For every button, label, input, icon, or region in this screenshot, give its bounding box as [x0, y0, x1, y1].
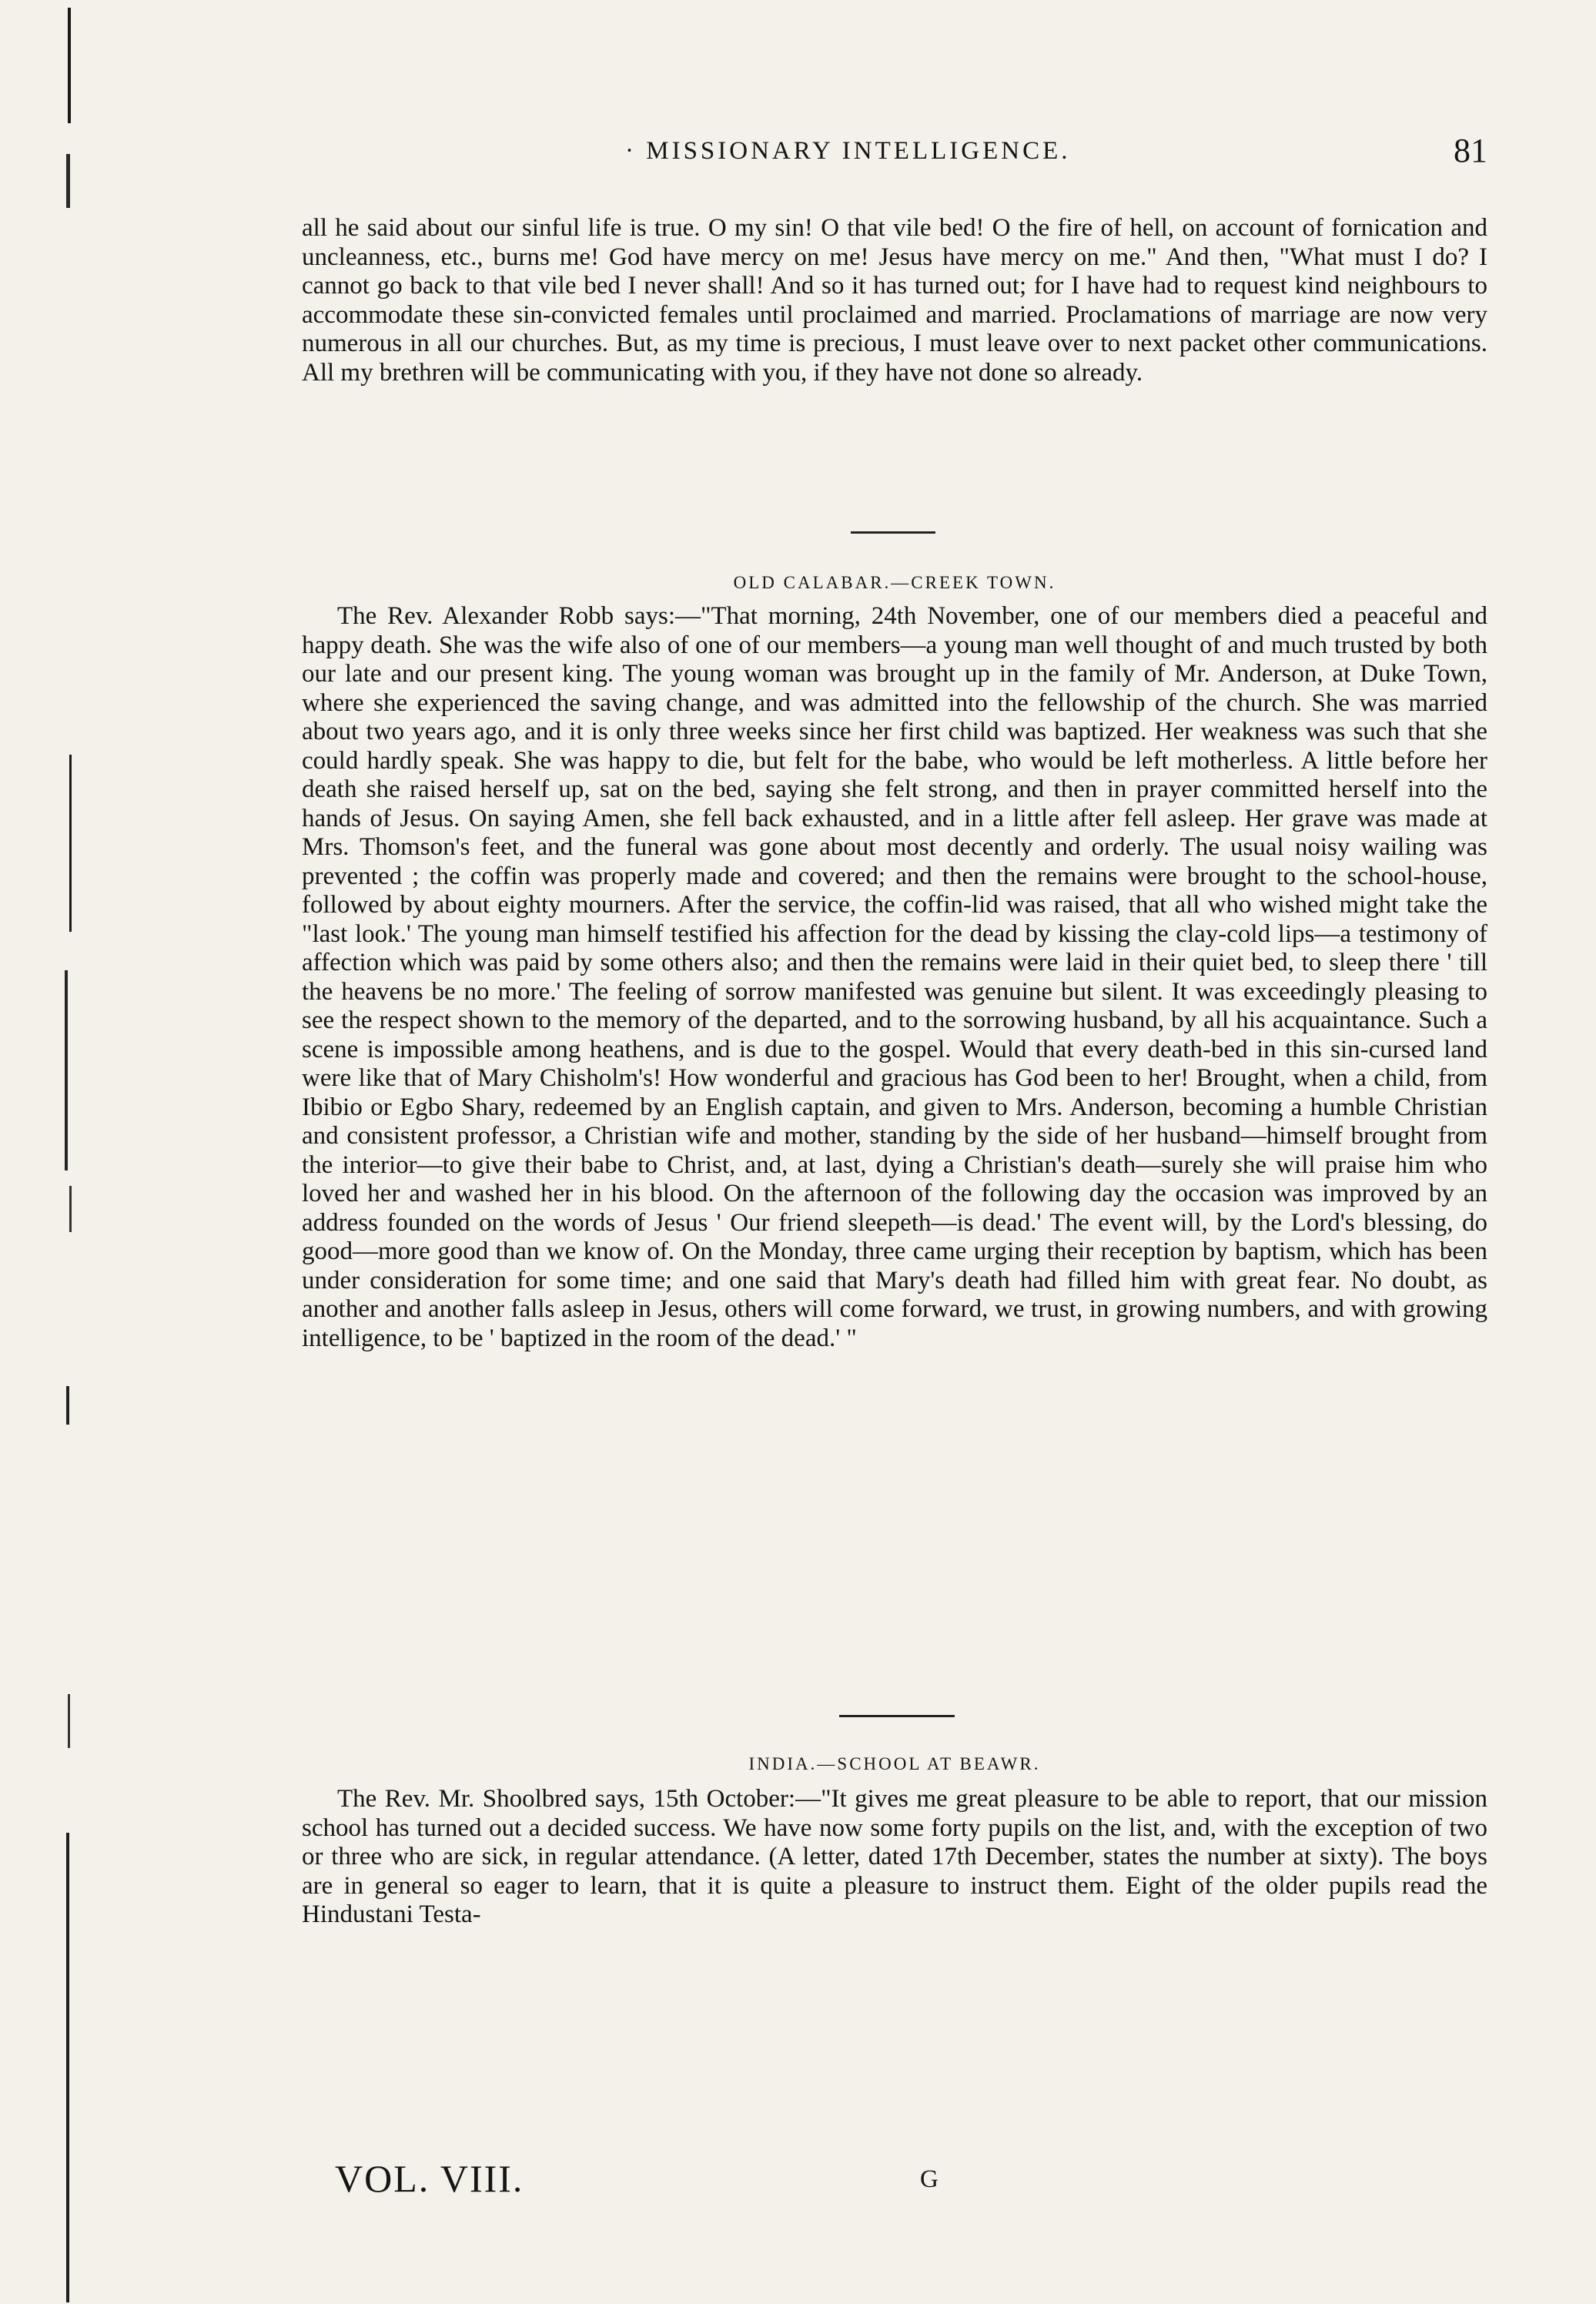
signature-mark: G [920, 2165, 939, 2193]
india-block [302, 1785, 1487, 1930]
section-divider [839, 1715, 955, 1717]
page-footer [0, 2156, 1596, 2218]
section-heading-india: INDIA.—SCHOOL AT BEAWR. [748, 1754, 1041, 1773]
old-calabar-block [302, 602, 1487, 1353]
binding-edge-marks [46, 0, 100, 2304]
section-divider [851, 531, 935, 534]
continuation-block [302, 214, 1487, 387]
volume-label: VOL. VIII. [335, 2157, 524, 2200]
old-calabar-paragraph: The Rev. Alexander Robb says:—"That morning, 24th November, one of our members died a peaceful and happy death. She was the wife also of one of our members—a young man well thought of and much trusted by both our late and our present king. The young woman was brought up in the family of Mr. Anderson, at Duke Town, where she experienced the saving change, and was admitted into the fellowship of the church. She was married about two years ago, and it is only three weeks since her first child was baptized. Her weakness was such that she could hardly speak. She was happy to die, but felt for the babe, who would be left motherless. A little before her death she raised herself up, sat on the bed, saying she felt strong, and then in prayer committed herself into the hands of Jesus. On saying Amen, she fell back exhausted, and in a little after fell asleep. Her grave was made at Mrs. Thomson's feet, and the funeral was gone about most decently and orderly. The usual noisy wailing was prevented ; the coffin was properly made and covered; and then the remains were brought to the school-house, followed by about eighty mourners. After the service, the coffin-lid was raised, that all who wished might take the "last look.' The young man himself testified his affection for the dead by kissing the clay-cold lips—a testimony of affection which was paid by some others also; and then the remains were laid in their quiet bed, to sleep there ' till the heavens be no more.' The feeling of sorrow manifested was genuine but silent. It was exceedingly pleasing to see the respect shown to the memory of the departed, and to the sorrowing husband, by all his acquaintance. Such a scene is impossible among heathens, and is due to the gospel. Would that every death-bed in this sin-cursed land were like that of Mary Chisholm's! How wonderful and gracious has God been to her! Brought, when a child, from Ibibio or Egbo Shary, redeemed by an English captain, and given to Mrs. Anderson, becoming a humble Christian and consistent professor, a Christian wife and mother, standing by the side of her husband—himself brought from the interior—to give their babe to Christ, and, at last, dying a Christian's death—surely she will praise him who loved her and washed her in his blood. On the afternoon of the following day the occasion was improved by an address founded on the words of Jesus ' Our friend sleepeth—is dead.' The event will, by the Lord's blessing, do good—more good than we know of. On the Monday, three came urging their reception by baptism, which has been under consideration for some time; and one said that Mary's death had filled him with great fear. No doubt, as another and another falls asleep in Jesus, others will come forward, we trust, in growing numbers, and with growing intelligence, to be ' baptized in the room of the dead.' " [302, 602, 1487, 1352]
running-head: · MISSIONARY INTELLIGENCE. [625, 137, 1071, 165]
india-paragraph: The Rev. Mr. Shoolbred says, 15th October:—"It gives me great pleasure to be able to report, that our mission school has turned out a decided success. We have now some forty pupils on the list, and, with the exception of two or three who are sick, in regular attendance. (A letter, dated 17th December, states the number at sixty). The boys are in general so eager to learn, that it is quite a pleasure to instruct them. Eight of the older pupils read the Hindustani Testa- [302, 1785, 1487, 1928]
continuation-paragraph: all he said about our sinful life is true. O my sin! O that vile bed! O the fire of hell, on account of fornication and uncleanness, etc., burns me! God have mercy on me! Jesus have mercy on me." And then, "What must I do? I cannot go back to that vile bed I never shall! And so it has turned out; for I have had to request kind neighbours to accommodate these sin-convicted females until proclaimed and married. Proclamations of marriage are now very numerous in all our churches. But, as my time is precious, I must leave over to next packet other communications. All my brethren will be communicating with you, if they have not done so already. [302, 214, 1487, 387]
page-header [302, 131, 1487, 177]
page-number: 81 [1454, 132, 1487, 169]
section-heading-old-calabar: OLD CALABAR.—CREEK TOWN. [733, 573, 1056, 592]
